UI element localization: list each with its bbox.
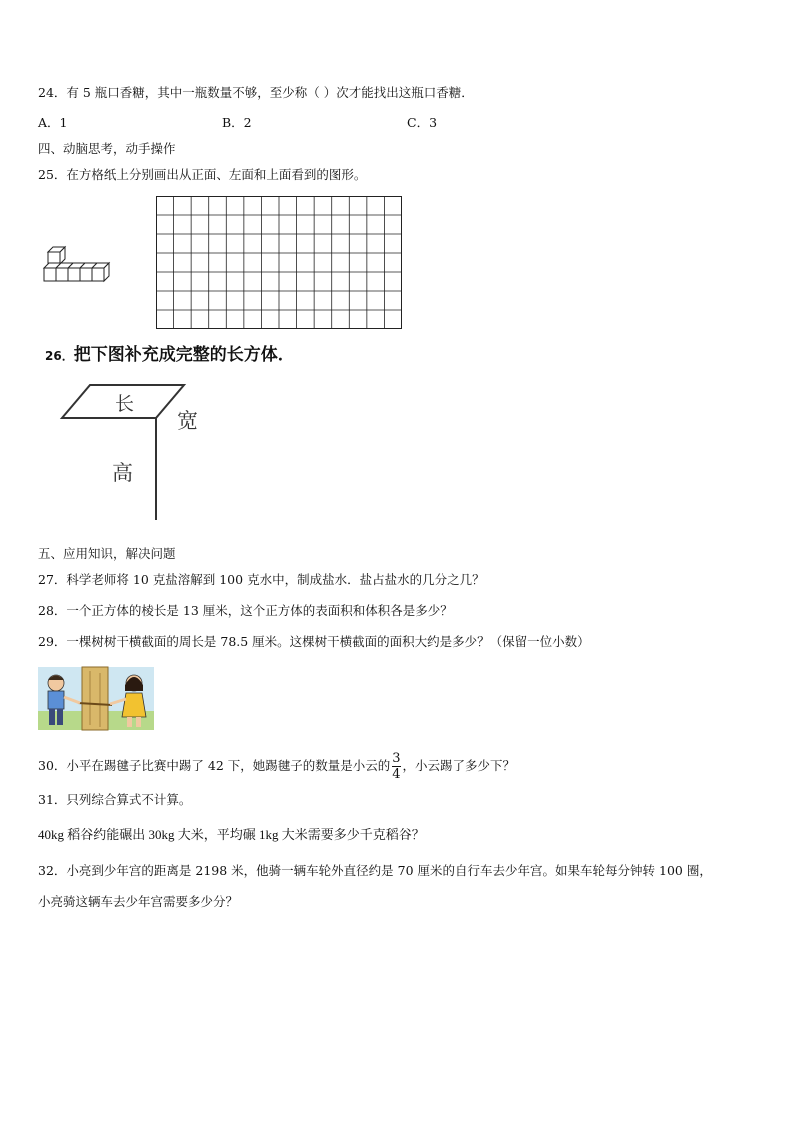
- label-height: 高: [112, 461, 133, 485]
- label-width: 宽: [177, 409, 198, 433]
- q29-text: 29．一棵树树干横截面的周长是 78.5 厘米。这棵树干横截面的面积大约是多少？（保留一位小数）: [38, 634, 590, 649]
- q24-option-c[interactable]: C．3: [407, 115, 438, 130]
- cube-stack-figure: [40, 238, 120, 288]
- q26-number: 26．: [45, 349, 74, 363]
- q32-line2: 小亮骑这辆车去少年宫需要多少分？: [38, 894, 239, 909]
- q26-question: [45, 346, 295, 365]
- q32-line1: 32．小亮到少年宫的距离是 2198 米，他骑一辆车轮外直径约是 70 厘米的自行车去少年宫。如果车轮每分钟转 100 圈，: [38, 863, 712, 878]
- q31-text: 31．只列综合算式不计算。: [38, 792, 192, 807]
- section4-heading: 四、动脑思考，动手操作: [38, 141, 176, 156]
- q25-text: 25．在方格纸上分别画出从正面、左面和上面看到的图形。: [38, 167, 367, 182]
- q24-option-b[interactable]: B．2: [222, 115, 252, 130]
- q30-text-after: ，小云踢了多少下？: [402, 758, 516, 773]
- q30-text-before: 30．小平在踢毽子比赛中踢了 42 下，她踢毽子的数量是小云的: [38, 758, 391, 773]
- grid-paper[interactable]: [156, 196, 402, 329]
- fraction-numerator: 3: [392, 751, 401, 766]
- q24-text: 24．有 5 瓶口香糖，其中一瓶数量不够，至少称（ ）次才能找出这瓶口香糖．: [38, 85, 474, 100]
- q30-question: [38, 750, 515, 782]
- q31-body: 40kg 稻谷约能碾出 30kg 大米，平均碾 1kg 大米需要多少千克稻谷？: [38, 827, 425, 842]
- q26-text: 把下图补充成完整的长方体．: [73, 345, 295, 365]
- fraction-denominator: 4: [392, 767, 401, 782]
- cuboid-partial-figure: [62, 380, 222, 525]
- section5-heading: 五、应用知识，解决问题: [38, 546, 176, 561]
- q27-text: 27．科学老师将 10 克盐溶解到 100 克水中，制成盐水．盐占盐水的几分之几？: [38, 572, 485, 587]
- tree-measure-illustration: [38, 667, 154, 730]
- q28-text: 28．一个正方体的棱长是 13 厘米，这个正方体的表面积和体积各是多少？: [38, 603, 453, 618]
- q24-option-a[interactable]: A．1: [38, 115, 68, 130]
- label-length: 长: [115, 393, 135, 415]
- fraction-three-quarters: [392, 751, 400, 782]
